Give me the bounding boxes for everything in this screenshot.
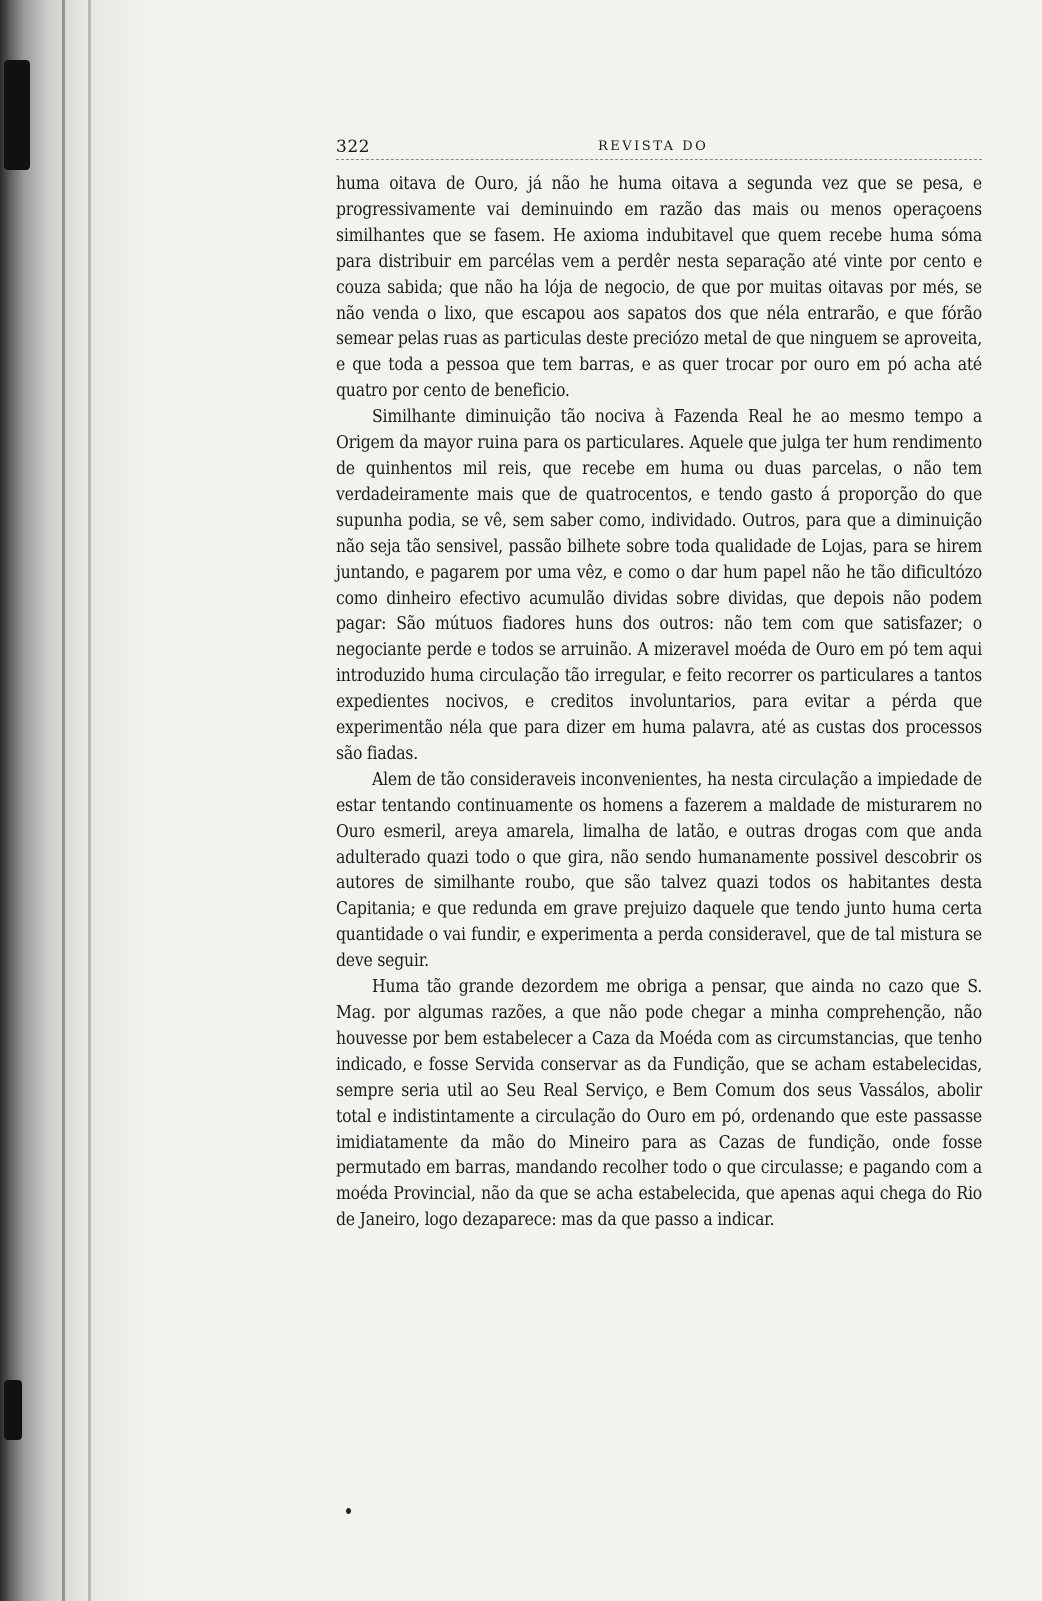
page-header <box>336 137 982 161</box>
body-text <box>336 172 982 1234</box>
paragraph: Huma tão grande dezordem me obriga a pensar, que ainda no cazo que S. Mag. por algumas razões, a que não pode chegar a minha comprehenção, não houvesse por bem estabelecer a Caza da Moéda com as circumstancias, que tenho indicado, e fosse Servida conservar as da Fundição, que se acham estabelecidas, sempre seria util ao Seu Real Serviço, e Bem Comum dos seus Vassálos, abolir total e indistintamente a circulação do Ouro em pó, ordenando que este passasse imidiatamente da mão do Mineiro para as Cazas de fundição, onde fosse permutado em barras, mandando recolher todo o que circulasse; e pagando com a moéda Provincial, não da que se acha estabelecida, que apenas aqui chega do Rio de Janeiro, logo dezaparece: mas da que passo a indicar. <box>336 977 982 1231</box>
binding-streak <box>88 0 91 1601</box>
binding-dark-mark <box>4 1380 22 1440</box>
ink-speck <box>346 1508 351 1514</box>
paragraph: Alem de tão consideraveis inconvenientes, ha nesta circulação a impiedade de estar tentando continuamente os homens a fazerem a maldade de misturarem no Ouro esmeril, areya amarela, limalha de latão, e outras drogas com que anda adulterado quazi todo o que gira, não sendo humanamente possivel descobrir os autores de similhante roubo, que são talvez quazi todos os habitantes desta Capitania; e que redunda em grave prejuizo daquele que tendo junto huma certa quantidade o vai fundir, e experimenta a perda consideravel, que de tal mistura se deve seguir. <box>336 769 982 972</box>
binding-dark-mark <box>4 60 30 170</box>
header-rule <box>336 159 982 160</box>
binding-shadow <box>0 0 150 1601</box>
paragraph: huma oitava de Ouro, já não he huma oitava a segunda vez que se pesa, e progressivamente vai deminuindo em razão das mais ou menos operaçoens similhantes que se fasem. He axioma indubitavel que quem recebe huma sóma para distribuir em parcélas vem a perdêr nesta separação até vinte por cento e couza sabida; que não ha lója de negocio, de que por muitas oitavas por més, se não venda o lixo, que escapou aos sapatos dos que néla entrarão, e que fórão semear pelas ruas as particulas deste preciózo metal de que ninguem se aproveita, e que toda a pessoa que tem barras, e as quer trocar por ouro em pó acha até quatro por cento de beneficio. <box>336 174 982 402</box>
running-head: REVISTA DO <box>598 139 709 154</box>
page-number: 322 <box>336 137 370 157</box>
binding-streak <box>62 0 65 1601</box>
paragraph: Similhante diminuição tão nociva à Fazenda Real he ao mesmo tempo a Origem da mayor ruina para os particulares. Aquele que julga ter hum rendimento de quinhentos mil reis, que recebe em huma ou duas parcelas, o não tem verdadeiramente mais que de quatrocentos, e tendo gasto á proporção do que supunha podia, se vê, sem saber como, individado. Outros, para que a diminuição não seja tão sensivel, passão bilhete sobre toda qualidade de Lojas, para se hirem juntando, e pagarem por uma vêz, e como o dar hum papel não he tão dificultózo como dinheiro efectivo acumulão dividas sobre dividas, que depois não podem pagar: São mútuos fiadores huns dos outros: não tem com que satisfazer; o negociante perde e todos se arruinão. A mizeravel moéda de Ouro em pó tem aqui introduzido huma circulação tão irregular, e feito recorrer os particulares a tantos expedientes nocivos, e creditos involuntarios, para evitar a pérda que experimentão néla que para dizer em huma palavra, até as custas dos processos são fiadas. <box>336 407 982 764</box>
